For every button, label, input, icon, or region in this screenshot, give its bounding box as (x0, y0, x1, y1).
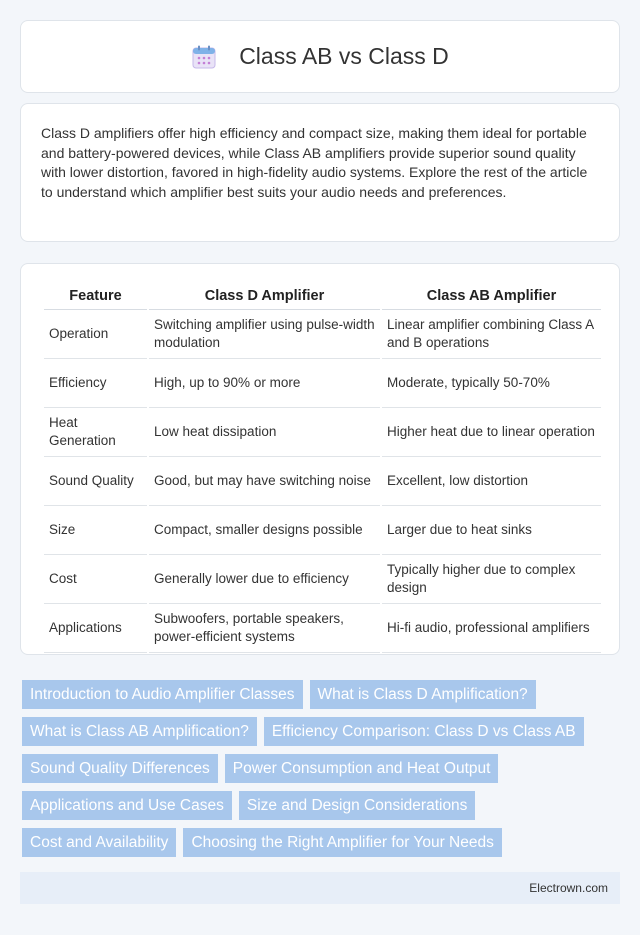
table-cell: Switching amplifier using pulse-width modulation (149, 310, 380, 359)
table-cell: Larger due to heat sinks (382, 506, 601, 555)
table-cell: Operation (44, 310, 147, 359)
tag-size-design[interactable]: Size and Design Considerations (239, 791, 476, 820)
table-cell: Moderate, typically 50-70% (382, 359, 601, 408)
page-title: Class AB vs Class D (239, 43, 449, 69)
table-cell: Efficiency (44, 359, 147, 408)
tag-what-is-class-d[interactable]: What is Class D Amplification? (310, 680, 536, 709)
table-cell: Low heat dissipation (149, 408, 380, 457)
comparison-table (42, 284, 603, 653)
table-cell: Generally lower due to efficiency (149, 555, 380, 604)
tag-cost-availability[interactable]: Cost and Availability (22, 828, 176, 857)
intro-card (20, 103, 620, 242)
table-row (44, 555, 601, 604)
tag-row (22, 791, 622, 820)
table-cell: Compact, smaller designs possible (149, 506, 380, 555)
table-row (44, 457, 601, 506)
table-cell: Linear amplifier combining Class A and B operations (382, 310, 601, 359)
table-cell: Higher heat due to linear operation (382, 408, 601, 457)
tag-row (22, 680, 622, 709)
table-row (44, 310, 601, 359)
table-cell: Subwoofers, portable speakers, power-efficient systems (149, 604, 380, 653)
header-feature: Feature (44, 284, 147, 310)
tag-sound-quality[interactable]: Sound Quality Differences (22, 754, 218, 783)
footer (20, 872, 620, 904)
intro-text: Class D amplifiers offer high efficiency and compact size, making them ideal for portable and battery-powered devices, while Class AB amplifiers provide superior sound quality with lower distortion, favored in high-fidelity audio systems. Explore the rest of the article to understand which amplifier best suits your audio needs and preferences. (41, 125, 588, 200)
table-cell: Excellent, low distortion (382, 457, 601, 506)
tag-efficiency-comparison[interactable]: Efficiency Comparison: Class D vs Class AB (264, 717, 584, 746)
calendar-icon (191, 44, 217, 70)
table-cell: Heat Generation (44, 408, 147, 457)
tag-intro-amplifier-classes[interactable]: Introduction to Audio Amplifier Classes (22, 680, 303, 709)
comparison-table-card (20, 263, 620, 655)
tag-what-is-class-ab[interactable]: What is Class AB Amplification? (22, 717, 257, 746)
tag-power-heat[interactable]: Power Consumption and Heat Output (225, 754, 499, 783)
table-header-row (44, 284, 601, 310)
header-class-d: Class D Amplifier (149, 284, 380, 310)
table-cell: Good, but may have switching noise (149, 457, 380, 506)
table-cell: Sound Quality (44, 457, 147, 506)
header-class-ab: Class AB Amplifier (382, 284, 601, 310)
footer-site-name[interactable]: Electrown.com (529, 881, 608, 895)
tag-choosing-amplifier[interactable]: Choosing the Right Amplifier for Your Needs (183, 828, 501, 857)
table-cell: Typically higher due to complex design (382, 555, 601, 604)
title-card (20, 20, 620, 93)
table-cell: Size (44, 506, 147, 555)
table-row (44, 359, 601, 408)
table-row (44, 506, 601, 555)
table-row (44, 408, 601, 457)
table-cell: Applications (44, 604, 147, 653)
table-row (44, 604, 601, 653)
tag-row (22, 828, 622, 857)
table-cell: Cost (44, 555, 147, 604)
tag-applications[interactable]: Applications and Use Cases (22, 791, 232, 820)
topic-tags (22, 680, 622, 865)
table-cell: High, up to 90% or more (149, 359, 380, 408)
tag-row (22, 717, 622, 746)
table-cell: Hi-fi audio, professional amplifiers (382, 604, 601, 653)
tag-row (22, 754, 622, 783)
